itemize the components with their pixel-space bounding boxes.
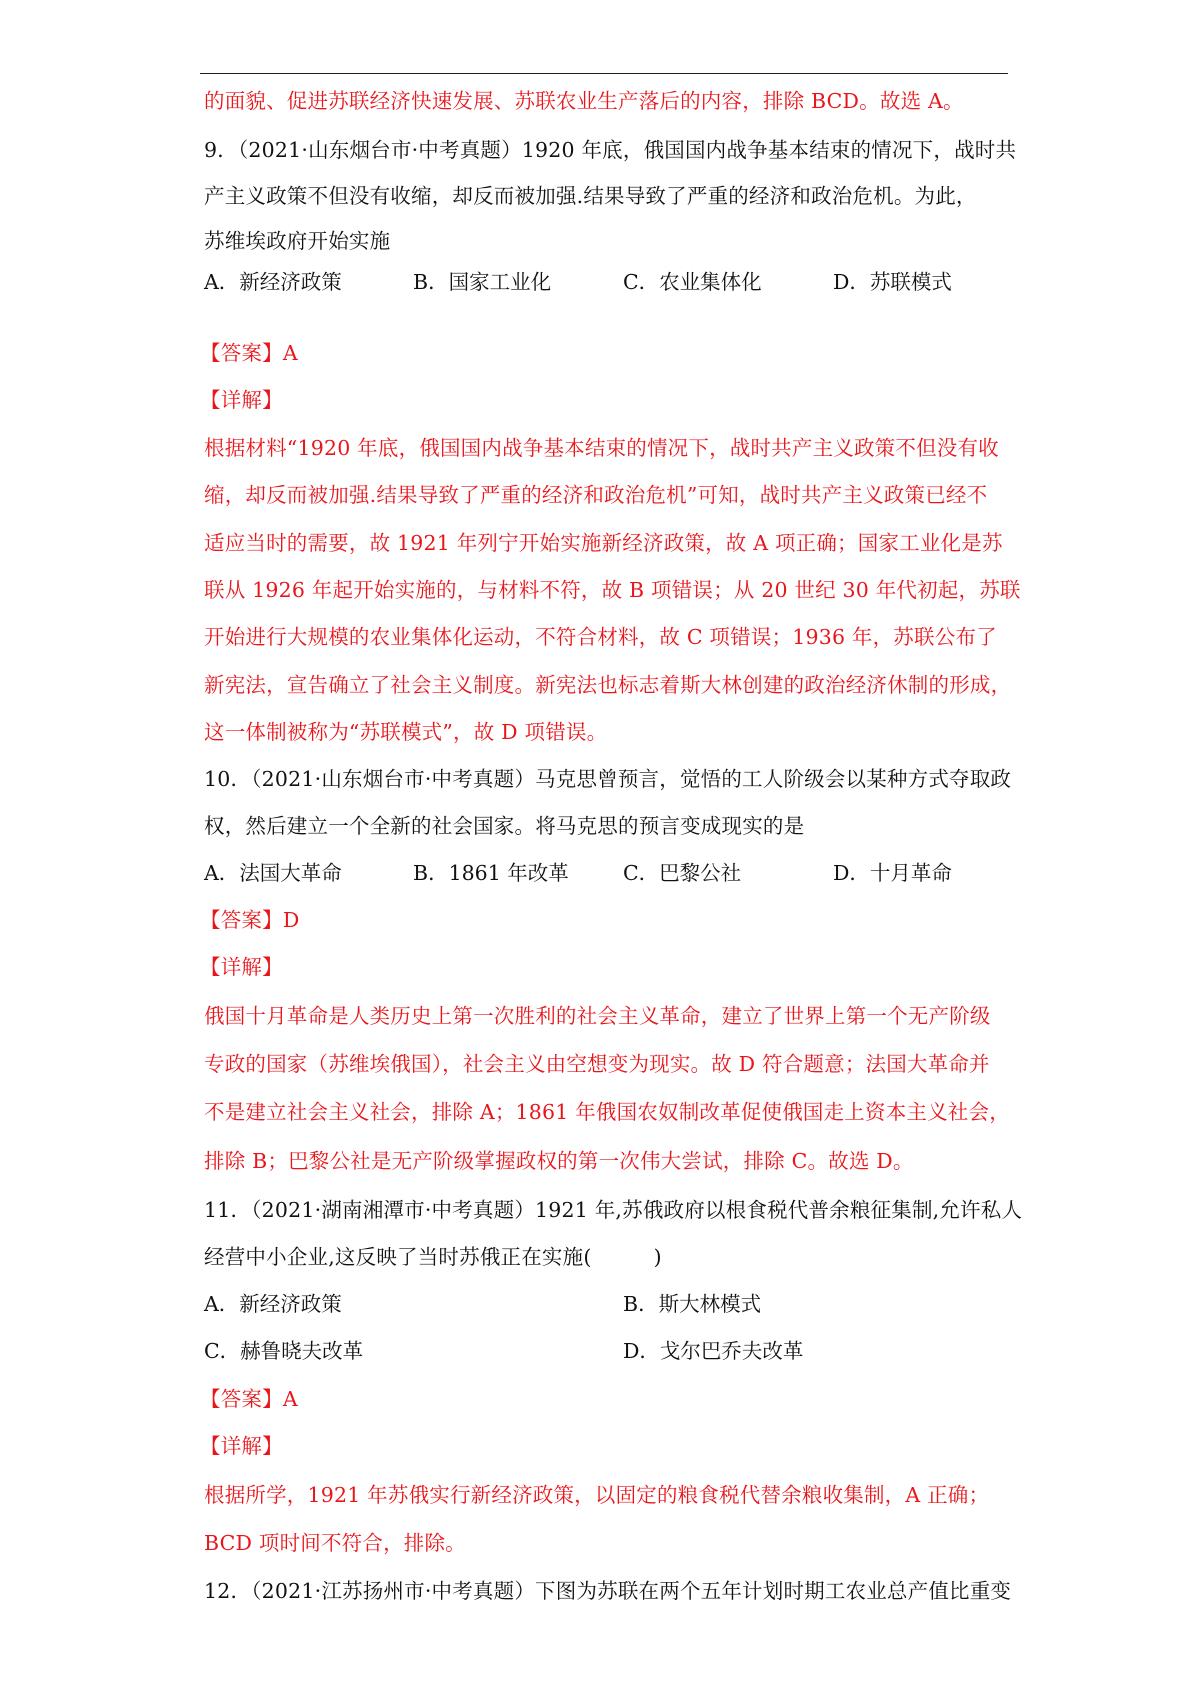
answer-tag: 【答案】	[200, 1387, 283, 1411]
explanation-line: 专政的国家（苏维埃俄国），社会主义由空想变为现实。故 D 符合题意；法国大革命并	[204, 1052, 990, 1076]
explanation-line: 开始进行大规模的农业集体化运动，不符合材料，故 C 项错误；1936 年，苏联公布了	[204, 625, 997, 649]
question-stem: 产主义政策不但没有收缩，却反而被加强.结果导致了严重的经济和政治危机。为此，	[204, 184, 977, 208]
detail-tag: 【详解】	[200, 388, 283, 412]
explanation-line: 这一体制被称为“苏联模式”，故 D 项错误。	[204, 720, 608, 744]
explanation-line: BCD 项时间不符合，排除。	[204, 1531, 466, 1555]
detail-tag: 【详解】	[200, 1434, 283, 1458]
option-a: A．新经济政策	[204, 270, 342, 294]
explanation-line: 新宪法，宣告确立了社会主义制度。新宪法也标志着斯大林创建的政治经济休制的形成，	[204, 673, 1012, 697]
answer-line	[200, 340, 298, 366]
header-rule	[200, 73, 1008, 74]
option-b: B．国家工业化	[413, 270, 552, 294]
option-b: B．1861 年改革	[413, 861, 569, 885]
answer-tag: 【答案】	[200, 341, 283, 365]
answer-value: A	[282, 1387, 298, 1411]
answer-value: D	[282, 908, 300, 932]
explanation-line: 的面貌、促进苏联经济快速发展、苏联农业生产落后的内容，排除 BCD。故选 A。	[204, 89, 964, 113]
explanation-line: 根据所学，1921 年苏俄实行新经济政策，以固定的粮食税代替余粮收集制，A 正确；	[204, 1483, 990, 1507]
question-stem: 9．（2021·山东烟台市·中考真题）1920 年底，俄国国内战争基本结束的情况下，战时共	[204, 138, 1017, 162]
option-d: D．十月革命	[833, 861, 952, 885]
answer-tag: 【答案】	[200, 908, 283, 932]
option-c: C．赫鲁晓夫改革	[204, 1339, 364, 1363]
question-stem: 权，然后建立一个全新的社会国家。将马克思的预言变成现实的是	[204, 814, 805, 838]
question-stem: 10．（2021·山东烟台市·中考真题）马克思曾预言，觉悟的工人阶级会以某种方式夺取政	[204, 767, 1012, 791]
answer-value: A	[282, 341, 298, 365]
explanation-line: 不是建立社会主义社会，排除 A；1861 年俄国农奴制改革促使俄国走上资本主义社会，	[204, 1100, 1010, 1124]
option-a: A．新经济政策	[204, 1292, 342, 1316]
explanation-line: 根据材料“1920 年底，俄国国内战争基本结束的情况下，战时共产主义政策不但没有收	[204, 436, 999, 460]
option-a: A．法国大革命	[204, 861, 342, 885]
question-stem: 苏维埃政府开始实施	[204, 229, 391, 253]
explanation-line: 联从 1926 年起开始实施的，与材料不符，故 B 项错误；从 20 世纪 30 年代初起，苏联	[204, 578, 1021, 602]
question-stem: 经营中小企业,这反映了当时苏俄正在实施( )	[204, 1245, 662, 1269]
question-stem: 12．（2021·江苏扬州市·中考真题）下图为苏联在两个五年计划时期工农业总产值比重变	[204, 1579, 1012, 1603]
explanation-line: 适应当时的需要，故 1921 年列宁开始实施新经济政策，故 A 项正确；国家工业化是苏	[204, 531, 1003, 555]
question-stem: 11．（2021·湖南湘潭市·中考真题）1921 年,苏俄政府以根食税代普余粮征集制,允许私人	[204, 1198, 1023, 1222]
explanation-line: 俄国十月革命是人类历史上第一次胜利的社会主义革命，建立了世界上第一个无产阶级	[204, 1004, 991, 1028]
option-d: D．苏联模式	[833, 270, 952, 294]
option-c: C．巴黎公社	[623, 861, 742, 885]
option-c: C．农业集体化	[623, 270, 762, 294]
answer-line	[200, 907, 299, 933]
option-b: B．斯大林模式	[623, 1292, 762, 1316]
option-d: D．戈尔巴乔夫改革	[623, 1339, 804, 1363]
detail-tag: 【详解】	[200, 955, 283, 979]
explanation-line: 排除 B；巴黎公社是无产阶级掌握政权的第一次伟大尝试，排除 C。故选 D。	[204, 1149, 914, 1173]
answer-line	[200, 1386, 298, 1412]
explanation-line: 缩，却反而被加强.结果导致了严重的经济和政治危机”可知，战时共产主义政策已经不	[204, 483, 988, 507]
